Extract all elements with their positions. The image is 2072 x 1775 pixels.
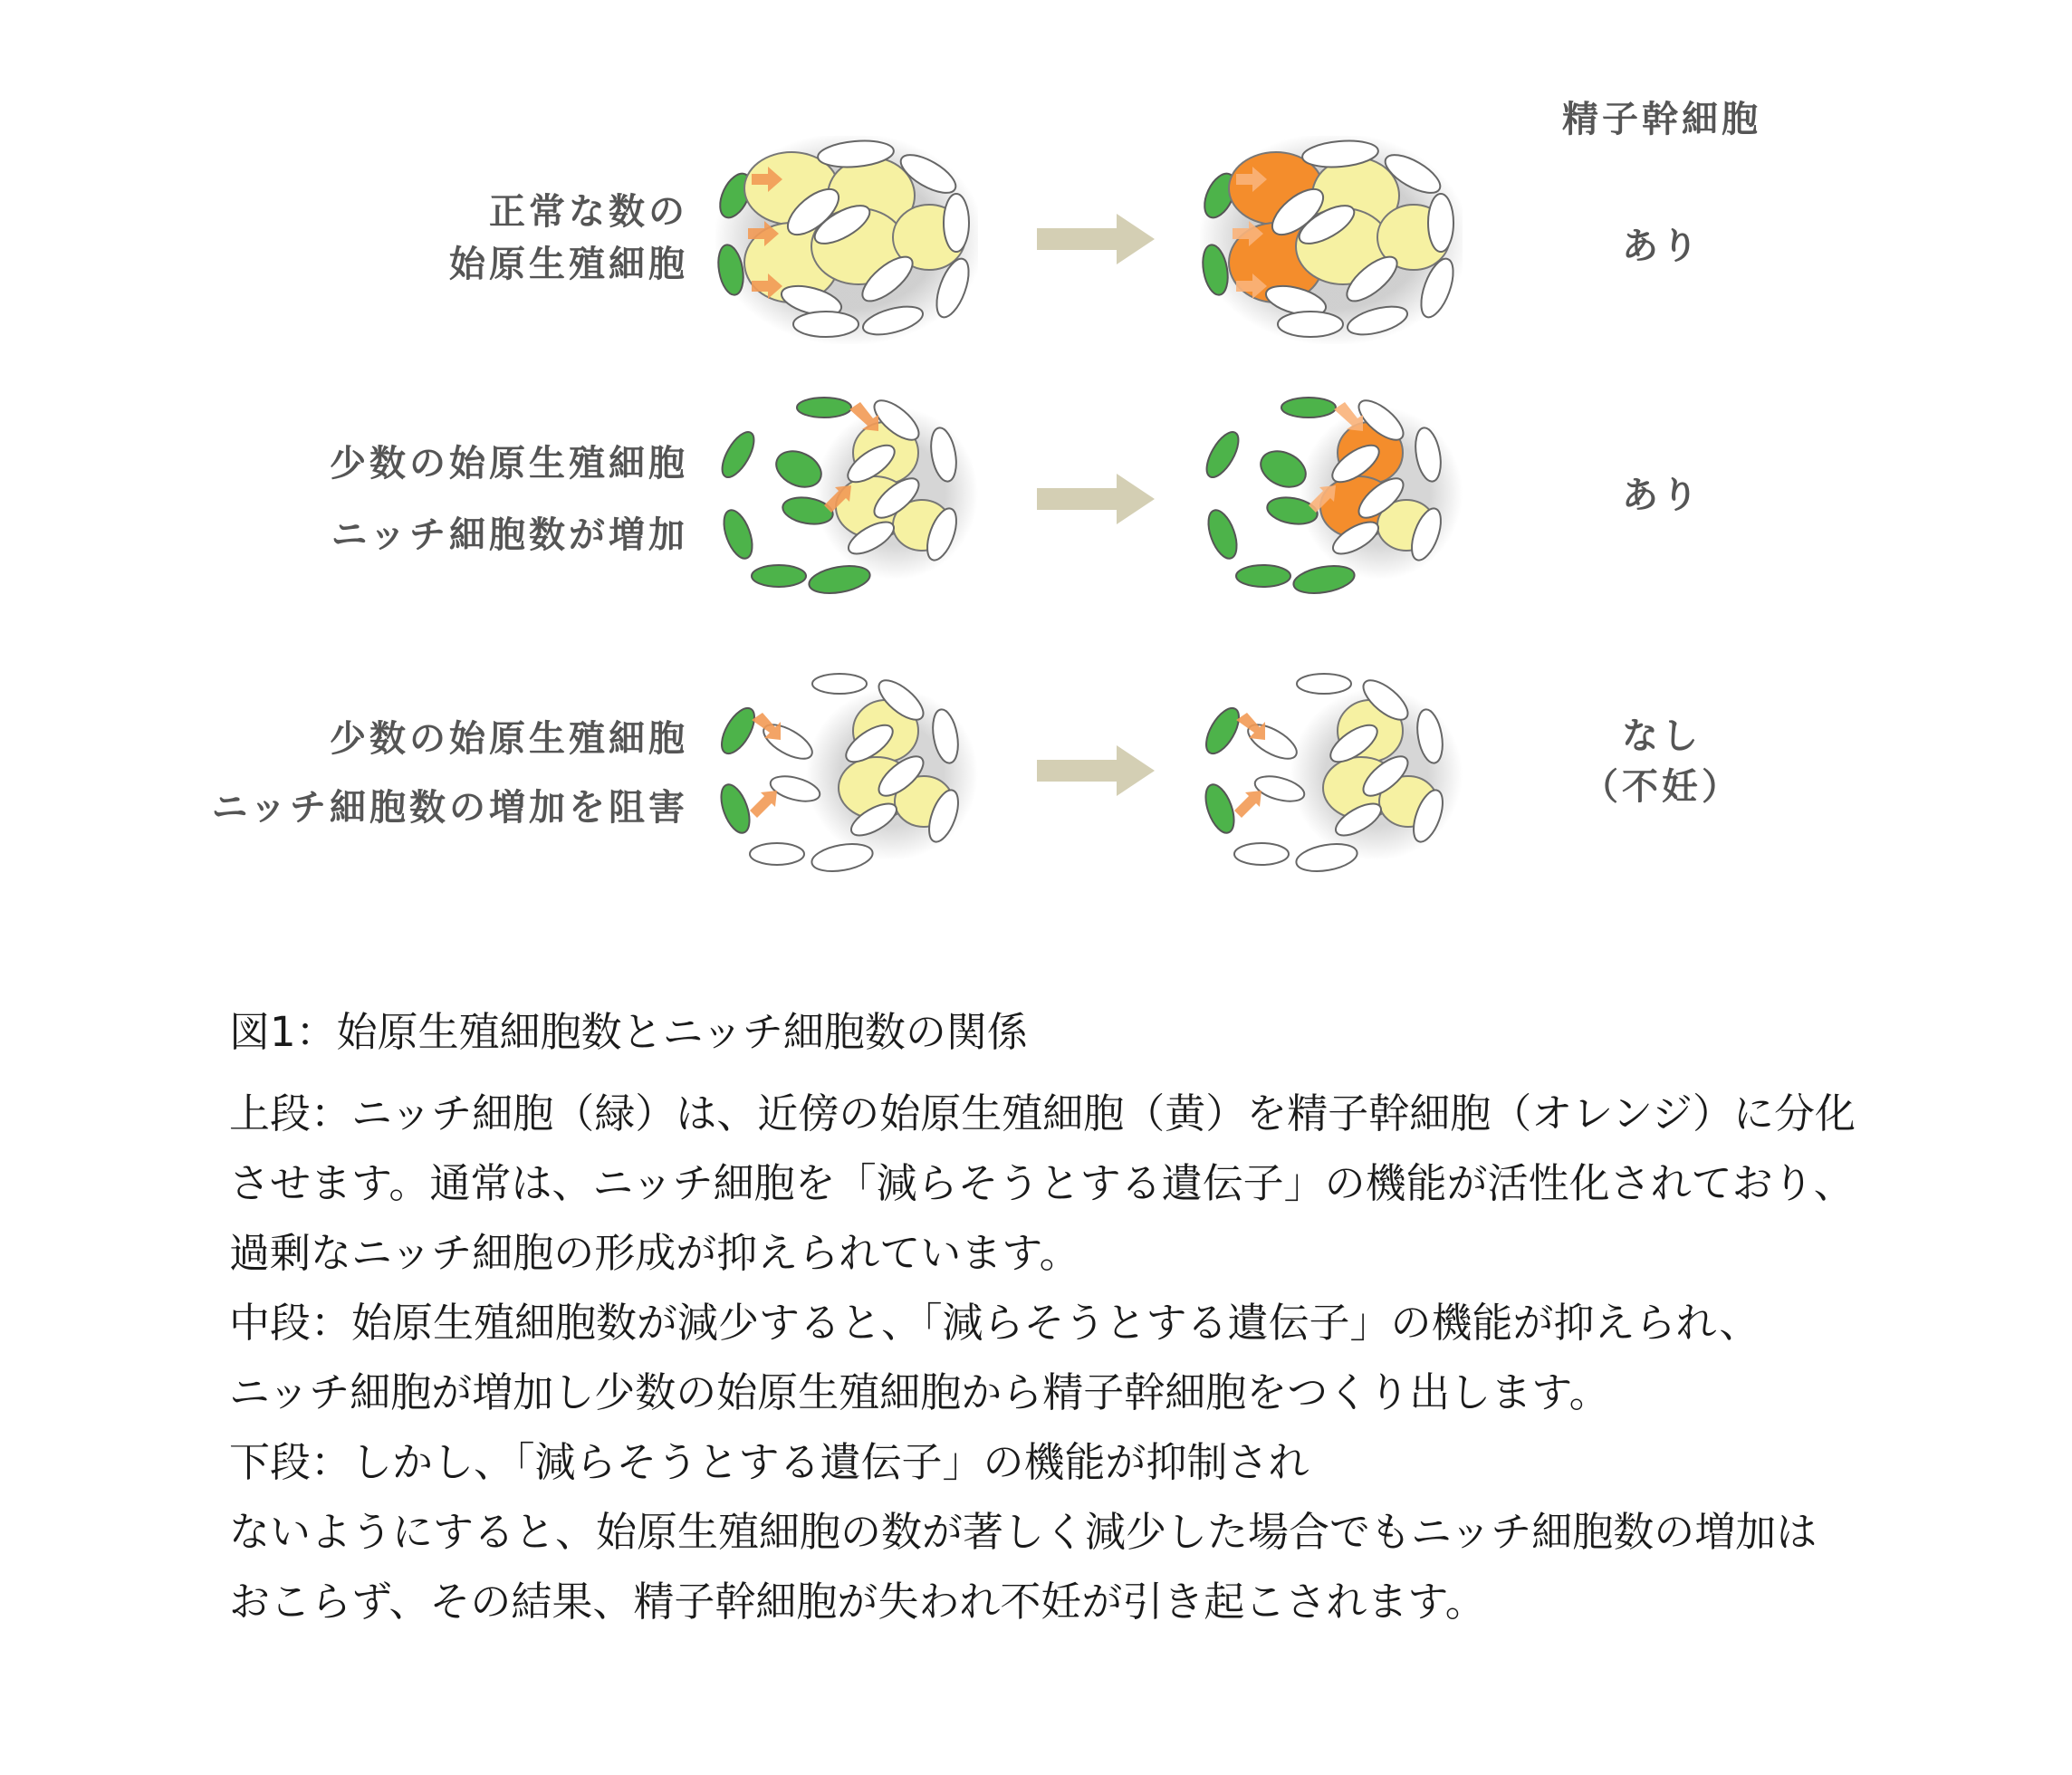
somatic-cell bbox=[1278, 312, 1343, 337]
row-3-cluster-after bbox=[1200, 666, 1463, 874]
row-1-cluster-before bbox=[715, 136, 978, 344]
figure-caption bbox=[229, 992, 2004, 1636]
niche-cell bbox=[1236, 565, 1290, 587]
niche-cell bbox=[1200, 703, 1245, 758]
row-3-transition-arrow-icon bbox=[1037, 745, 1155, 796]
row-3-label bbox=[91, 705, 688, 842]
niche-cell bbox=[718, 506, 758, 562]
caption-line-5: ニッチ細胞が増加し少数の始原生殖細胞から精子幹細胞をつくり出します。 bbox=[229, 1368, 1610, 1416]
caption-line-6: 下段：しかし、「減らそうとする遺伝子」の機能が抑制され bbox=[229, 1438, 1309, 1486]
row-3-result bbox=[1544, 711, 1779, 812]
caption-line-2: させます。通常は、ニッチ細胞を「減らそうとする遺伝子」の機能が活性化されており、 bbox=[229, 1159, 1855, 1207]
somatic-cell bbox=[1294, 840, 1359, 874]
row-2-transition-arrow-icon bbox=[1037, 474, 1155, 524]
row-1-label-line-1: 正常な数の bbox=[489, 191, 688, 233]
caption-line-1: 上段：ニッチ細胞（緑）は、近傍の始原生殖細胞（黄）を精子幹細胞（オレンジ）に分化 bbox=[229, 1089, 1856, 1137]
somatic-cell bbox=[1428, 194, 1453, 252]
differentiation-arrow-icon bbox=[1234, 791, 1261, 818]
somatic-cell bbox=[793, 312, 859, 337]
row-2-label-line-2: ニッチ細胞数が増加 bbox=[331, 514, 688, 556]
caption-title: 図1：始原生殖細胞数とニッチ細胞数の関係 bbox=[229, 1008, 1028, 1056]
row-2-cluster-after bbox=[1200, 389, 1463, 598]
niche-cell bbox=[752, 565, 806, 587]
niche-cell bbox=[715, 703, 761, 758]
niche-cell bbox=[1281, 398, 1336, 417]
somatic-cell bbox=[750, 843, 804, 865]
caption-line-7: ないようにすると、始原生殖細胞の数が著しく減少した場合でもニッチ細胞数の増加は bbox=[229, 1508, 1818, 1556]
caption-line-8: おこらず、その結果、精子幹細胞が失われ不妊が引き起こされます。 bbox=[229, 1578, 1486, 1626]
somatic-cell bbox=[1234, 843, 1289, 865]
niche-cell bbox=[807, 561, 872, 597]
row-1-cluster-after bbox=[1200, 136, 1463, 344]
row-1-transition-arrow-icon bbox=[1037, 214, 1155, 264]
row-3-label-line-2: ニッチ細胞数の増加を阻害 bbox=[211, 787, 688, 829]
niche-cell bbox=[716, 427, 761, 482]
niche-cell bbox=[797, 398, 851, 417]
row-2-label bbox=[181, 428, 688, 571]
row-3-label-line-1: 少数の始原生殖細胞 bbox=[330, 718, 688, 760]
caption-line-3: 過剰なニッチ細胞の形成が抑えられています。 bbox=[229, 1229, 1080, 1277]
somatic-cell bbox=[812, 674, 867, 694]
niche-cell bbox=[1201, 427, 1245, 482]
somatic-cell bbox=[810, 840, 875, 874]
somatic-cell bbox=[1297, 674, 1351, 694]
row-1-label-line-2: 始原生殖細胞 bbox=[449, 244, 688, 285]
differentiation-arrow-icon bbox=[750, 791, 777, 818]
row-3-result-line-1: なし bbox=[1622, 715, 1702, 757]
column-header: 精子幹細胞 bbox=[1562, 99, 1761, 140]
row-3-cluster-before bbox=[715, 666, 978, 874]
niche-cell bbox=[1291, 561, 1357, 597]
niche-cell bbox=[1200, 781, 1240, 837]
row-2-result: あり bbox=[1622, 475, 1702, 516]
niche-cell bbox=[1203, 506, 1242, 562]
somatic-cell bbox=[944, 194, 969, 252]
row-3-result-line-2: （不妊） bbox=[1582, 766, 1741, 808]
caption-line-4: 中段：始原生殖細胞数が減少すると、「減らそうとする遺伝子」の機能が抑えられ、 bbox=[229, 1299, 1760, 1347]
niche-cell bbox=[715, 781, 755, 837]
row-1-label bbox=[272, 186, 688, 291]
row-2-label-line-1: 少数の始原生殖細胞 bbox=[330, 443, 688, 485]
row-2-cluster-before bbox=[715, 389, 978, 598]
row-1-result: あり bbox=[1622, 225, 1702, 267]
